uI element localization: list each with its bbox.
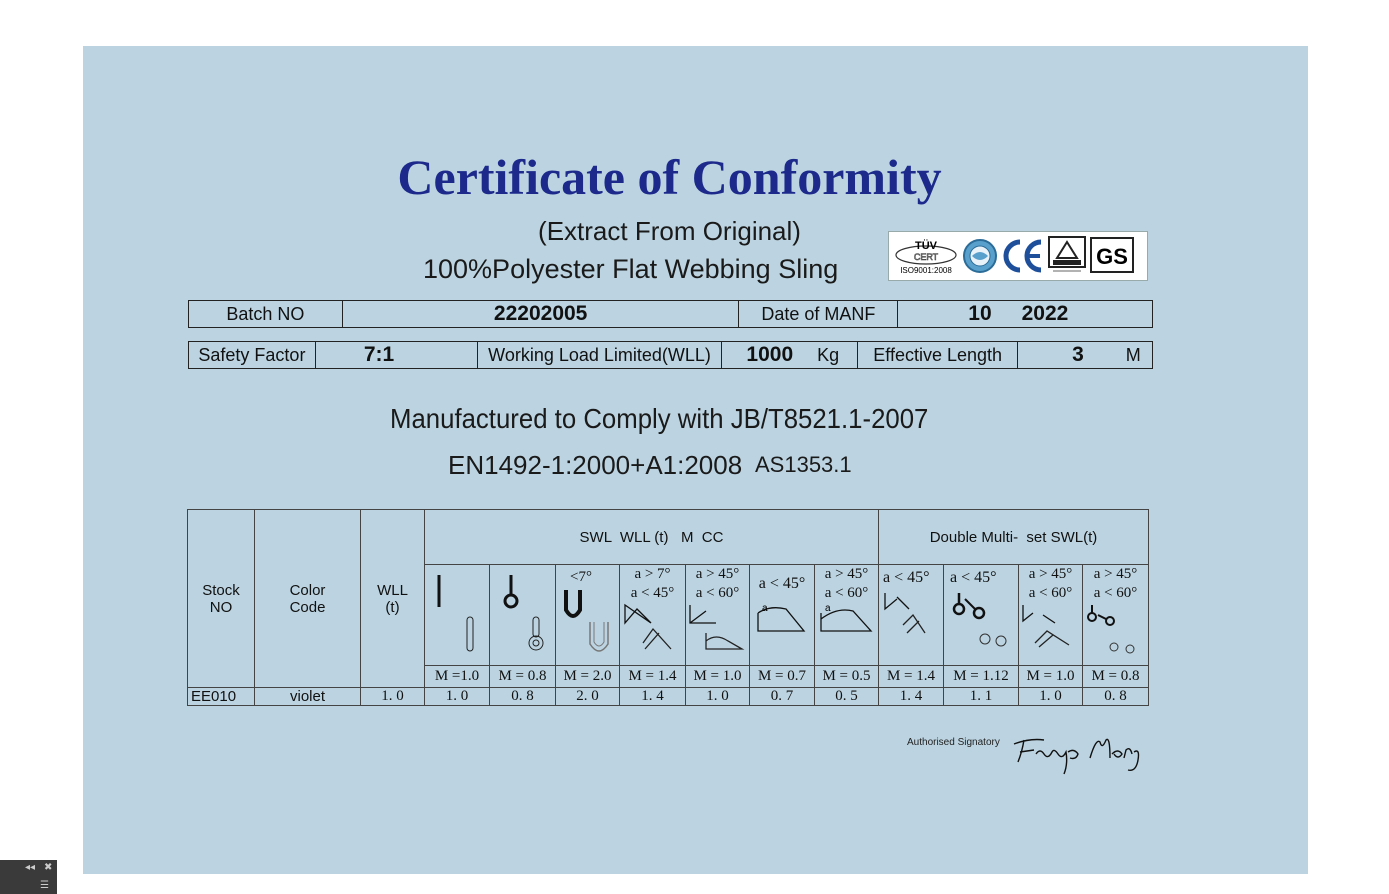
color-header-label: Color Code — [289, 581, 326, 616]
diagram-basket — [556, 565, 620, 666]
swl-value: 0. 7 — [750, 688, 815, 706]
panel-widget[interactable] — [0, 860, 57, 894]
basket-load-icon — [752, 593, 812, 645]
table-row — [188, 688, 1149, 706]
swl-value: 1. 4 — [879, 688, 944, 706]
basket-hitch-icon — [558, 586, 618, 660]
effective-length-value: 3 — [1072, 343, 1084, 366]
svg-text:a: a — [824, 603, 831, 614]
condition-8: a < 45° — [883, 569, 930, 586]
wll-value: 1000 — [746, 343, 794, 366]
diagram-choker — [490, 565, 556, 666]
tuv-rheinland-logo — [1047, 236, 1087, 276]
m-factor: M = 1.4 — [620, 666, 686, 688]
standard-line-2: EN1492-1:2000+A1:2008 — [448, 450, 743, 480]
tuv-cert-logo — [893, 236, 959, 276]
gs-mark-logo — [1089, 236, 1135, 276]
condition-4: a > 7° a < 45° — [630, 566, 675, 601]
diagram-cond-10 — [1019, 565, 1083, 666]
standard-line-1: Manufactured to Comply with JB/T8521.1-2007 — [390, 403, 929, 434]
double-choker-icon — [881, 587, 941, 657]
authorised-signatory-label: Authorised Signatory — [907, 737, 1000, 748]
date-month: 10 — [968, 302, 992, 325]
certificate-subtitle: (Extract From Original) — [538, 216, 801, 246]
collapse-icon[interactable]: ◂◂ — [25, 862, 36, 873]
effective-length-unit: M — [1125, 344, 1141, 365]
svg-text:CERT: CERT — [913, 252, 939, 262]
date-label: Date of MANF — [739, 301, 898, 327]
diagram-cond-4 — [620, 565, 686, 666]
certificate-title: Certificate of Conformity — [397, 149, 942, 205]
certification-logos — [888, 231, 1148, 281]
vertical-hitch-icon — [427, 565, 487, 661]
m-factor: M = 1.12 — [944, 666, 1019, 688]
product-name: 100%Polyester Flat Webbing Sling — [423, 254, 839, 284]
diagram-cond-11 — [1083, 565, 1149, 666]
color-code: violet — [255, 688, 361, 706]
m-factor: M = 0.8 — [1083, 666, 1149, 688]
wll-label: Working Load Limited(WLL) — [478, 342, 723, 368]
date-year: 2022 — [1021, 302, 1069, 325]
swl-value: 1. 0 — [686, 688, 750, 706]
m-factor: M = 1.0 — [686, 666, 750, 688]
condition-11: a > 45° a < 60° — [1093, 566, 1138, 601]
specs-row — [188, 341, 1153, 369]
m-factor: M = 1.0 — [1019, 666, 1083, 688]
double-header: Double Multi- set SWL(t) — [879, 510, 1149, 565]
double-choker-ring-icon — [951, 587, 1011, 657]
diagram-vertical — [425, 565, 490, 666]
wll-cell: 1. 0 — [361, 688, 425, 706]
ce-mark-logo — [1001, 236, 1045, 276]
swl-value: 0. 8 — [490, 688, 556, 706]
swl-value: 0. 8 — [1083, 688, 1149, 706]
batch-number: 22202005 — [343, 301, 740, 327]
svg-text:GS: GS — [1096, 244, 1128, 269]
two-leg-sling-icon — [623, 603, 683, 655]
seal-logo — [962, 236, 998, 276]
color-header — [255, 510, 361, 688]
stock-header-label: Stock NO — [202, 581, 240, 616]
m-factor: M = 1.4 — [879, 666, 944, 688]
batch-label: Batch NO — [189, 301, 343, 327]
swl-header: SWL WLL (t) M CC — [425, 510, 879, 565]
m-factor: M = 0.7 — [750, 666, 815, 688]
swl-value: 1. 4 — [620, 688, 686, 706]
diagram-cond-7 — [815, 565, 879, 666]
wll-header-label: WLL (t) — [377, 581, 408, 616]
condition-9: a < 45° — [950, 569, 997, 586]
stock-number: EE010 — [188, 688, 255, 706]
batch-date-row — [188, 300, 1153, 328]
swl-value: 1. 1 — [944, 688, 1019, 706]
effective-length-label: Effective Length — [858, 342, 1018, 368]
swl-value: 0. 5 — [815, 688, 879, 706]
condition-basket: <7° — [570, 569, 592, 585]
m-factor: M = 0.5 — [815, 666, 879, 688]
swl-value: 1. 0 — [1019, 688, 1083, 706]
wll-header — [361, 510, 425, 688]
choker-hitch-icon — [493, 565, 553, 661]
swl-value: 2. 0 — [556, 688, 620, 706]
wll-unit: Kg — [817, 344, 840, 365]
condition-5: a > 45° a < 60° — [695, 566, 740, 601]
menu-icon[interactable]: ☰ — [40, 880, 49, 891]
diagram-cond-6 — [750, 565, 815, 666]
svg-text:ISO9001:2008: ISO9001:2008 — [900, 266, 952, 275]
safety-factor-value: 7:1 — [316, 342, 478, 368]
multi-leg-icon — [1021, 603, 1081, 655]
m-factor: M = 0.8 — [490, 666, 556, 688]
swl-value: 1. 0 — [425, 688, 490, 706]
signature-image — [1010, 730, 1145, 778]
condition-7: a > 45° a < 60° — [824, 566, 869, 601]
effective-length-cell — [1018, 342, 1152, 368]
diagram-cond-8 — [879, 565, 944, 666]
wll-value-cell — [722, 342, 858, 368]
safety-factor-label: Safety Factor — [189, 342, 316, 368]
m-factor: M =1.0 — [425, 666, 490, 688]
stock-header — [188, 510, 255, 688]
condition-6: a < 45° — [758, 575, 806, 592]
basket-wide-icon — [817, 603, 877, 655]
diagram-cond-5 — [686, 565, 750, 666]
condition-10: a > 45° a < 60° — [1028, 566, 1073, 601]
m-factor: M = 2.0 — [556, 666, 620, 688]
svg-text:TÜV: TÜV — [915, 240, 937, 252]
two-leg-wide-icon — [688, 603, 748, 655]
swl-table — [187, 509, 1149, 706]
svg-text:a: a — [762, 603, 768, 614]
close-icon[interactable]: ✖ — [44, 862, 53, 873]
diagram-cond-9 — [944, 565, 1019, 666]
standard-line-3: AS1353.1 — [755, 452, 852, 477]
date-value — [898, 301, 1152, 327]
multi-leg-choker-icon — [1086, 603, 1146, 655]
